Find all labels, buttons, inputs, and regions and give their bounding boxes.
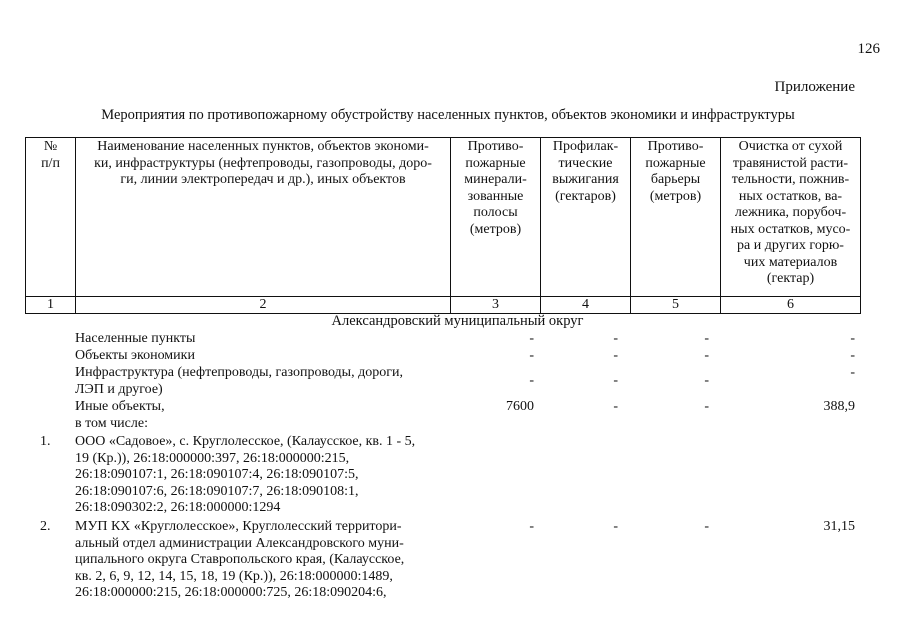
row-value-burning: - bbox=[613, 399, 618, 414]
row-value-burning: - bbox=[613, 331, 618, 346]
row-value-cleanup: 388,9 bbox=[823, 399, 855, 414]
row-value-barriers: - bbox=[704, 331, 709, 346]
header-row bbox=[26, 138, 861, 297]
row-name: Объекты экономики bbox=[75, 348, 195, 363]
row-name: МУП КХ «Круглолесское», Круглолесский территори- альный отдел администрации Александровского муни- ципального округа Ставропольского края, (Калаусское, кв. 2, 6, 9, 12, 14, 15, 18, 19 (Кр.)), 26:18:000000:1489, 26:18:000000:215, 26:18:000000:725, 26:18:090204:6, bbox=[75, 519, 405, 600]
row-value-mineralized: 7600 bbox=[506, 399, 534, 414]
row-value-cleanup: 31,15 bbox=[823, 519, 855, 534]
col-header-number: № п/п bbox=[26, 138, 76, 297]
col-header-mineralized-strips: Противо- пожарные минерали- зованные полосы (метров) bbox=[451, 138, 541, 297]
row-value-barriers: - bbox=[704, 399, 709, 414]
row-number: 1. bbox=[40, 434, 51, 449]
appendix-label: Приложение bbox=[774, 79, 855, 95]
row-value-mineralized: - bbox=[529, 348, 534, 363]
row-value-cleanup: - bbox=[850, 348, 855, 363]
row-value-cleanup: - bbox=[850, 365, 855, 380]
row-value-barriers: - bbox=[704, 373, 709, 388]
row-value-mineralized: - bbox=[529, 519, 534, 534]
col-number-4: 4 bbox=[541, 297, 631, 314]
header-table bbox=[25, 137, 861, 314]
row-name: Населенные пункты bbox=[75, 331, 196, 346]
row-name: Инфраструктура (нефтепроводы, газопроводы, дороги, ЛЭП и другое) bbox=[75, 365, 403, 397]
row-value-barriers: - bbox=[704, 348, 709, 363]
col-number-5: 5 bbox=[631, 297, 721, 314]
col-header-controlled-burning: Профилак- тические выжигания (гектаров) bbox=[541, 138, 631, 297]
row-number: 2. bbox=[40, 519, 51, 534]
row-value-barriers: - bbox=[704, 519, 709, 534]
document-title: Мероприятия по противопожарному обустройству населенных пунктов, объектов экономики и инфраструктуры bbox=[101, 107, 795, 123]
row-name: Иные объекты, в том числе: bbox=[75, 399, 165, 431]
col-header-name: Наименование населенных пунктов, объектов экономи- ки, инфраструктуры (нефтепроводы, газопроводы, доро- ги, линии электропередач и др.), иных объектов bbox=[76, 138, 451, 297]
district-title: Александровский муниципальный округ bbox=[331, 313, 584, 329]
column-number-row bbox=[26, 297, 861, 314]
row-name: ООО «Садовое», с. Круглолесское, (Калаусское, кв. 1 - 5, 19 (Кр.)), 26:18:000000:397, 26:18:000000:215, 26:18:090107:1, 26:18:090107:4, 26:18:090107:5, 26:18:090107:6, 26:18:090107:7, 26:18:090108:1, 26:18:090302:2, 26:18:000000:1294 bbox=[75, 434, 416, 515]
row-value-cleanup: - bbox=[850, 331, 855, 346]
col-number-2: 2 bbox=[76, 297, 451, 314]
col-header-cleanup: Очистка от сухой травянистой расти- тельности, пожнив- ных остатков, ва- лежника, порубоч- ных остатков, мусо- ра и других горю- чих материалов (гектар) bbox=[721, 138, 861, 297]
row-value-burning: - bbox=[613, 519, 618, 534]
row-value-burning: - bbox=[613, 348, 618, 363]
row-value-burning: - bbox=[613, 373, 618, 388]
col-header-fire-barriers: Противо- пожарные барьеры (метров) bbox=[631, 138, 721, 297]
row-value-mineralized: - bbox=[529, 373, 534, 388]
col-number-1: 1 bbox=[26, 297, 76, 314]
page-number: 126 bbox=[857, 41, 880, 57]
col-number-6: 6 bbox=[721, 297, 861, 314]
col-number-3: 3 bbox=[451, 297, 541, 314]
row-value-mineralized: - bbox=[529, 331, 534, 346]
